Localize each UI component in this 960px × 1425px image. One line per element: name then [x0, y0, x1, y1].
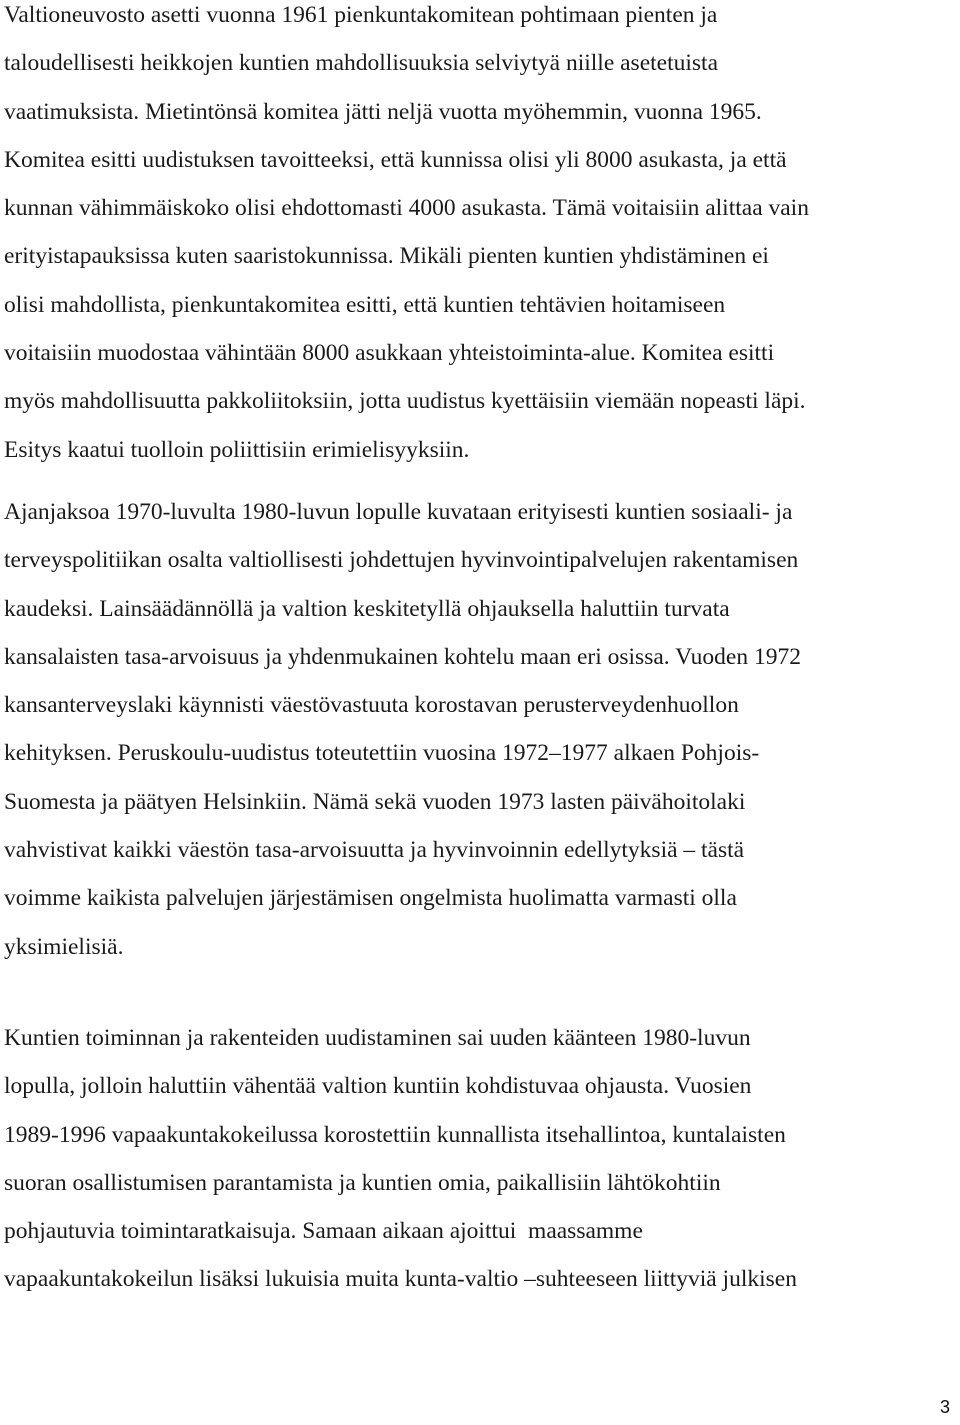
text-line: suoran osallistumisen parantamista ja kuntien omia, paikallisiin lähtökohtiin: [4, 1169, 721, 1196]
text-line: myös mahdollisuutta pakkoliitoksiin, jotta uudistus kyettäisiin viemään nopeasti läpi.: [4, 388, 806, 415]
paragraph-2: [4, 488, 956, 971]
text-line: vapaakuntakokeilun lisäksi lukuisia muita kunta-valtio –suhteeseen liittyviä julkisen: [4, 1266, 797, 1293]
text-line: Kuntien toiminnan ja rakenteiden uudistaminen sai uuden käänteen 1980-luvun: [4, 1025, 751, 1051]
text-line: lopulla, jolloin haluttiin vähentää valtion kuntiin kohdistuvaa ohjausta. Vuosien: [4, 1073, 752, 1100]
text-line: vaatimuksista. Mietintönsä komitea jätti neljä vuotta myöhemmin, vuonna 1965.: [4, 98, 762, 125]
text-line: vahvistivat kaikki väestön tasa-arvoisuutta ja hyvinvoinnin edellytyksiä – tästä: [4, 837, 745, 864]
text-line: 1989-1996 vapaakuntakokeilussa korostettiin kunnallista itsehallintoa, kuntalaisten: [4, 1121, 786, 1148]
text-line: Komitea esitti uudistuksen tavoitteeksi, että kunnissa olisi yli 8000 asukasta, ja että: [4, 146, 787, 173]
paragraph-1: [4, 0, 956, 474]
text-line: kunnan vähimmäiskoko olisi ehdottomasti 4000 asukasta. Tämä voitaisiin alittaa vain: [4, 195, 809, 222]
text-line: erityistapauksissa kuten saaristokunnissa. Mikäli pienten kuntien yhdistäminen ei: [4, 243, 769, 270]
text-line: taloudellisesti heikkojen kuntien mahdollisuuksia selviytyä niille asetetuista: [4, 50, 719, 77]
text-line: voimme kaikista palvelujen järjestämisen ongelmista huolimatta varmasti olla: [4, 885, 737, 912]
text-line: Esitys kaatui tuolloin poliittisiin erimielisyyksiin.: [4, 436, 470, 463]
text-line: terveyspolitiikan osalta valtiollisesti johdettujen hyvinvointipalvelujen rakentamisen: [4, 547, 799, 574]
paragraph-3: [4, 1014, 956, 1304]
text-line: voitaisiin muodostaa vähintään 8000 asukkaan yhteistoiminta-alue. Komitea esitti: [4, 340, 775, 367]
page-number: 3: [939, 1397, 950, 1417]
text-line: kehityksen. Peruskoulu-uudistus toteutettiin vuosina 1972–1977 alkaen Pohjois-: [4, 740, 760, 767]
text-line: kaudeksi. Lainsäädännöllä ja valtion keskitetyllä ohjauksella haluttiin turvata: [4, 595, 730, 622]
text-line: kansanterveyslaki käynnisti väestövastuuta korostavan perusterveydenhuollon: [4, 692, 739, 719]
text-line: Ajanjaksoa 1970-luvulta 1980-luvun lopulle kuvataan erityisesti kuntien sosiaali- ja: [4, 499, 793, 525]
text-line: Valtioneuvosto asetti vuonna 1961 pienkuntakomitean pohtimaan pienten ja: [4, 2, 718, 28]
text-line: kansalaisten tasa-arvoisuus ja yhdenmukainen kohtelu maan eri osissa. Vuoden 1972: [4, 643, 801, 670]
text-line: olisi mahdollista, pienkuntakomitea esitti, että kuntien tehtävien hoitamiseen: [4, 291, 726, 318]
text-line: yksimielisiä.: [4, 933, 124, 960]
text-line: Suomesta ja päätyen Helsinkiin. Nämä sekä vuoden 1973 lasten päivähoitolaki: [4, 788, 746, 815]
text-line: pohjautuvia toimintaratkaisuja. Samaan aikaan ajoittui maassamme: [4, 1218, 643, 1245]
